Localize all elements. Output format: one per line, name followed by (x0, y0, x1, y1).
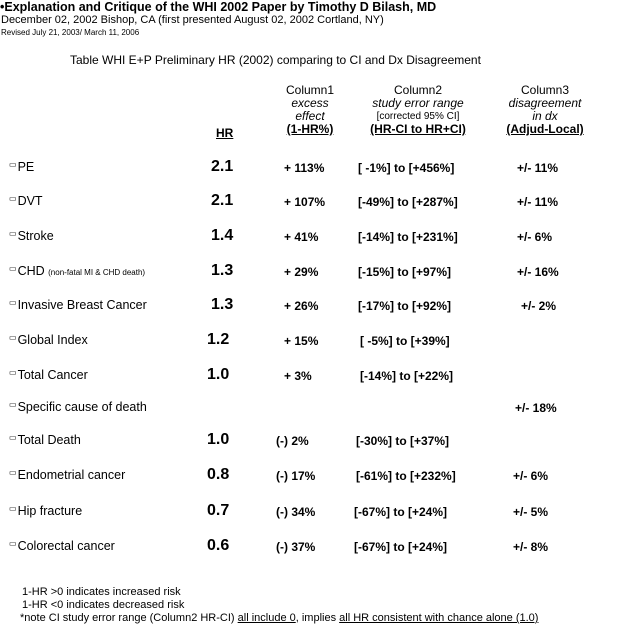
hr-value: 0.6 (207, 537, 230, 554)
bullet-icon: ▭ (9, 504, 17, 513)
excess-effect: (-) 37% (276, 540, 316, 554)
column1-line1: excess (291, 96, 329, 110)
row-label: ▭CHD (non-fatal MI & CHD death) (9, 264, 146, 278)
bullet-icon: ▭ (9, 229, 17, 238)
bullet-icon: ▭ (9, 368, 17, 377)
column2-line1: study error range (372, 96, 464, 110)
hr-value: 0.7 (207, 502, 230, 519)
dx-disagreement: +/- 6% (513, 469, 549, 483)
column3-header (495, 84, 595, 136)
hr-value: 2.1 (211, 158, 234, 175)
excess-effect: + 113% (284, 161, 325, 175)
row-hip-fracture (0, 502, 626, 522)
table-title: Table WHI E+P Preliminary HR (2002) comparing to CI and Dx Disagreement (70, 53, 481, 67)
hr-value: 1.4 (211, 227, 234, 244)
row-label: ▭Stroke (9, 229, 54, 243)
hr-value: 1.3 (211, 296, 234, 313)
error-range: [-14%] to [+22%] (360, 369, 454, 383)
bullet-icon: ▭ (9, 194, 17, 203)
row-label: ▭Total Cancer (9, 368, 88, 382)
row-label: ▭DVT (9, 194, 43, 208)
excess-effect: + 29% (284, 265, 319, 279)
row-label: ▭Total Death (9, 433, 81, 447)
error-range: [-15%] to [+97%] (358, 265, 452, 279)
row-global-index (0, 331, 626, 351)
column2-line2: [corrected 95% CI] (376, 111, 460, 122)
hr-value: 1.3 (211, 262, 234, 279)
excess-effect: (-) 34% (276, 505, 316, 519)
bullet-icon: ▭ (9, 468, 17, 477)
hr-header: HR (216, 126, 234, 140)
excess-effect: + 26% (284, 299, 319, 313)
column2-name: Column2 (393, 83, 443, 97)
row-label: ▭Endometrial cancer (9, 468, 126, 482)
row-specific-cause-of-death (0, 398, 626, 418)
column3-formula: (Adjud-Local) (506, 122, 584, 136)
column3-line2: in dx (532, 109, 558, 123)
bullet-icon: ▭ (9, 333, 17, 342)
dx-disagreement: +/- 11% (517, 161, 559, 175)
error-range: [-49%] to [+287%] (358, 195, 458, 209)
excess-effect: + 3% (284, 369, 312, 383)
row-invasive-breast-cancer (0, 296, 626, 316)
error-range: [-67%] to [+24%] (354, 540, 448, 554)
bullet-icon: ▭ (9, 433, 17, 442)
row-dvt (0, 192, 626, 212)
row-total-cancer (0, 366, 626, 386)
note-ci-range: *note CI study error range (Column2 HR-CI) all include 0, implies all HR consistent with chance alone (1.0) (20, 612, 539, 624)
error-range: [-14%] to [+231%] (358, 230, 458, 244)
row-total-death (0, 431, 626, 451)
row-label: ▭Colorectal cancer (9, 539, 115, 553)
column2-formula: (HR-CI to HR+CI) (370, 122, 466, 136)
bullet-icon: ▭ (9, 400, 17, 409)
note-increased-risk: 1-HR >0 indicates increased risk (22, 586, 181, 598)
dx-disagreement: +/- 8% (513, 540, 549, 554)
row-label: ▭PE (9, 160, 35, 174)
column3-name: Column3 (520, 83, 570, 97)
row-label: ▭Global Index (9, 333, 88, 347)
bullet-icon: ▭ (9, 298, 17, 307)
error-range: [-61%] to [+232%] (356, 469, 456, 483)
column3-line1: disagreement (508, 96, 582, 110)
excess-effect: (-) 17% (276, 469, 316, 483)
hr-value: 1.0 (207, 431, 230, 448)
row-endometrial-cancer (0, 466, 626, 486)
error-range: [-17%] to [+92%] (358, 299, 452, 313)
hr-value: 1.0 (207, 366, 230, 383)
row-colorectal-cancer (0, 537, 626, 557)
column1-header (270, 84, 350, 136)
excess-effect: + 107% (284, 195, 326, 209)
column1-line2: effect (295, 109, 325, 123)
bullet-icon: ▭ (9, 264, 17, 273)
document-subtitle: December 02, 2002 Bishop, CA (first presented August 02, 2002 Cortland, NY) (1, 14, 384, 26)
row-pe (0, 158, 626, 178)
excess-effect: (-) 2% (276, 434, 309, 448)
dx-disagreement: +/- 5% (513, 505, 549, 519)
row-label: ▭Hip fracture (9, 504, 83, 518)
hr-value: 0.8 (207, 466, 230, 483)
dx-disagreement: +/- 11% (517, 195, 559, 209)
row-label: ▭Invasive Breast Cancer (9, 298, 147, 312)
column1-formula: (1-HR%) (286, 122, 334, 136)
excess-effect: + 41% (284, 230, 319, 244)
column2-header (354, 84, 482, 136)
document-title: •Explanation and Critique of the WHI 2002 Paper by Timothy D Bilash, MD (0, 0, 437, 14)
note-decreased-risk: 1-HR <0 indicates decreased risk (22, 599, 185, 611)
dx-disagreement: +/- 16% (517, 265, 559, 279)
error-range: [ -5%] to [+39%] (360, 334, 450, 348)
row-chd (0, 262, 626, 282)
excess-effect: + 15% (284, 334, 319, 348)
bullet-icon: ▭ (9, 539, 17, 548)
dx-disagreement: +/- 2% (521, 299, 557, 313)
dx-disagreement: +/- 18% (515, 401, 557, 415)
row-label: ▭Specific cause of death (9, 400, 147, 414)
row-stroke (0, 227, 626, 247)
hr-value: 2.1 (211, 192, 234, 209)
column1-name: Column1 (285, 83, 335, 97)
hr-value: 1.2 (207, 331, 230, 348)
error-range: [ -1%] to [+456%] (358, 161, 455, 175)
error-range: [-67%] to [+24%] (354, 505, 448, 519)
error-range: [-30%] to [+37%] (356, 434, 450, 448)
revision-date: Revised July 21, 2003/ March 11, 2006 (1, 28, 140, 37)
bullet-icon: ▭ (9, 160, 17, 169)
dx-disagreement: +/- 6% (517, 230, 553, 244)
